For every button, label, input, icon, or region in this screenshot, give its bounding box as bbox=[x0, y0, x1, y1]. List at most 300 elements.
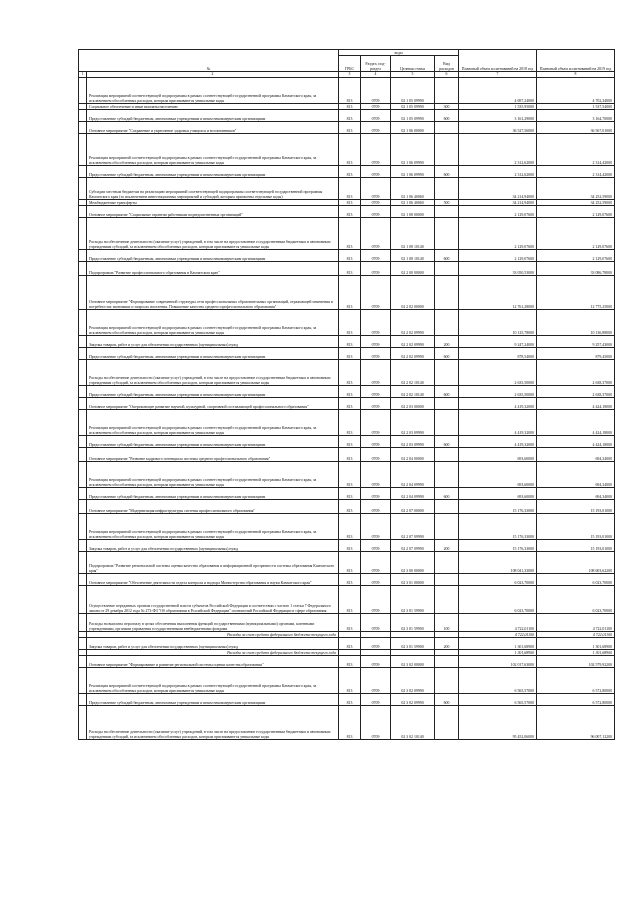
row-target: 02 1 08 10140 bbox=[391, 218, 435, 250]
row-grbs: 813 bbox=[339, 574, 361, 586]
row-vol-2018: 4 419,32000 bbox=[459, 398, 537, 410]
row-target: 02 2 02 09990 bbox=[391, 348, 435, 360]
row-vol-2019: 6 572,80000 bbox=[537, 694, 615, 706]
table-row bbox=[79, 386, 615, 398]
row-vid bbox=[435, 500, 459, 514]
row-razdel: 0709 bbox=[361, 360, 391, 386]
row-vol-2019: 2 129,07600 bbox=[537, 250, 615, 262]
row-vol-2019: 9 257,43000 bbox=[537, 336, 615, 348]
row-vid bbox=[435, 360, 459, 386]
row-name: Закупка товаров, работ и услуг для обеспечения государственных (муниципальных) нужд bbox=[87, 540, 339, 552]
row-number bbox=[79, 614, 87, 632]
row-vol-2019: 34 252,59000 bbox=[537, 178, 615, 200]
row-grbs: 813 bbox=[339, 694, 361, 706]
row-name: Основное мероприятие "Сохранение и укрепление здоровья учащихся и воспитанников" bbox=[87, 122, 339, 134]
row-vol-2018: 4 419,32000 bbox=[459, 410, 537, 436]
row-vol-2019: 1 537,54000 bbox=[537, 104, 615, 110]
table-row bbox=[79, 552, 615, 574]
row-vol-2018: 1 535,95000 bbox=[459, 104, 537, 110]
table-row bbox=[79, 410, 615, 436]
row-grbs: 813 bbox=[339, 706, 361, 740]
table-row bbox=[79, 360, 615, 386]
row-vid bbox=[435, 668, 459, 694]
row-razdel: 0709 bbox=[361, 656, 391, 668]
row-vid bbox=[435, 122, 459, 134]
row-target: 02 3 02 09990 bbox=[391, 694, 435, 706]
row-target: 02 2 04 09990 bbox=[391, 488, 435, 500]
row-grbs: 813 bbox=[339, 218, 361, 250]
row-vol-2019: 4 722,01100 bbox=[537, 632, 615, 638]
row-target: 02 2 04 09990 bbox=[391, 462, 435, 488]
row-name: Реализация мероприятий соответствующей подпрограммы в рамках соответствующей государственной программы Камчатского края, за исключением обособленных расходов, которым присваиваются уникальные коды bbox=[87, 78, 339, 104]
row-vol-2019: 108 603,62200 bbox=[537, 552, 615, 574]
row-vol-2018: 2 635,50000 bbox=[459, 360, 537, 386]
row-razdel: 0709 bbox=[361, 586, 391, 614]
row-vol-2019: 15 193,01000 bbox=[537, 540, 615, 552]
table-row bbox=[79, 206, 615, 218]
row-razdel: 0709 bbox=[361, 436, 391, 448]
row-vol-2019: 6 023,70000 bbox=[537, 586, 615, 614]
row-number bbox=[79, 436, 87, 448]
row-grbs: 813 bbox=[339, 262, 361, 276]
row-vol-2019: 36 567,01000 bbox=[537, 122, 615, 134]
row-vid: 600 bbox=[435, 250, 459, 262]
table-row bbox=[79, 488, 615, 500]
table-row bbox=[79, 500, 615, 514]
row-vid bbox=[435, 262, 459, 276]
row-name: Подпрограмма "Развитие региональной системы оценки качества образования и информационной прозрачности системы образования Камчатского края" bbox=[87, 552, 339, 574]
row-number bbox=[79, 262, 87, 276]
row-vol-2018: 1 301,68900 bbox=[459, 638, 537, 650]
row-razdel: 0709 bbox=[361, 462, 391, 488]
row-number bbox=[79, 218, 87, 250]
row-vol-2018: 2 312,62000 bbox=[459, 134, 537, 166]
row-vol-2019: 34 252,59000 bbox=[537, 200, 615, 206]
row-number bbox=[79, 574, 87, 586]
row-razdel: 0709 bbox=[361, 348, 391, 360]
table-row bbox=[79, 586, 615, 614]
row-vid: 600 bbox=[435, 348, 459, 360]
row-razdel: 0709 bbox=[361, 638, 391, 650]
row-vol-2018: 3 161,29000 bbox=[459, 110, 537, 122]
row-vol-2018: 95 452,06000 bbox=[459, 706, 537, 740]
row-vol-2019: 2 129,07600 bbox=[537, 218, 615, 250]
row-target: 02 1 06 40060 bbox=[391, 178, 435, 200]
row-razdel: 0709 bbox=[361, 386, 391, 398]
col-index: 4 bbox=[361, 72, 391, 78]
row-target: 02 1 05 09990 bbox=[391, 104, 435, 110]
row-vol-2019: 2 129,07600 bbox=[537, 206, 615, 218]
row-name: Реализация мероприятий соответствующей подпрограммы в рамках соответствующей государственной программы Камчатского края, за исключением обособленных расходов, которым присваиваются уникальные коды bbox=[87, 410, 339, 436]
row-vol-2018: 6 565,57000 bbox=[459, 694, 537, 706]
row-vid bbox=[435, 134, 459, 166]
row-vid: 600 bbox=[435, 694, 459, 706]
row-number bbox=[79, 552, 87, 574]
row-grbs: 813 bbox=[339, 488, 361, 500]
row-razdel: 0709 bbox=[361, 200, 391, 206]
table-row bbox=[79, 110, 615, 122]
row-vol-2019: 4 424,18000 bbox=[537, 398, 615, 410]
row-vol-2019: 4 722,01100 bbox=[537, 614, 615, 632]
row-vol-2019: 102 579,92200 bbox=[537, 656, 615, 668]
row-grbs: 813 bbox=[339, 668, 361, 694]
row-target: 02 2 02 00000 bbox=[391, 276, 435, 310]
header-num: № bbox=[79, 50, 339, 72]
row-grbs: 813 bbox=[339, 178, 361, 200]
row-target: 02 3 01 59900 bbox=[391, 638, 435, 650]
table-row bbox=[79, 134, 615, 166]
row-target: 02 2 03 00000 bbox=[391, 398, 435, 410]
row-name: Субсидии местным бюджетам на реализацию мероприятий соответствующей подпрограммы соответствующей государственной программы Камчатского края (за исключением инвестиционных мероприятий и субсидий, которым присвоены отдельные коды) bbox=[87, 178, 339, 200]
row-target: 02 1 06 00000 bbox=[391, 122, 435, 134]
row-vid bbox=[435, 310, 459, 336]
header-vol-2018: Плановый объем ассигнований на 2018 год bbox=[459, 50, 537, 72]
row-number bbox=[79, 166, 87, 178]
row-vid bbox=[435, 656, 459, 668]
row-target: 02 2 00 00000 bbox=[391, 262, 435, 276]
row-vol-2019: 2 638,37000 bbox=[537, 386, 615, 398]
col-index: 5 bbox=[391, 72, 435, 78]
row-name: Основное мероприятие "Социальные гарантии работникам подведомственных организаций" bbox=[87, 206, 339, 218]
row-name: Основное мероприятие "Обеспечение деятельности отдела контроля и надзора Министерства образования и науки Камчатского края" bbox=[87, 574, 339, 586]
table-row bbox=[79, 166, 615, 178]
table-row bbox=[79, 656, 615, 668]
row-razdel: 0709 bbox=[361, 104, 391, 110]
row-razdel: 0709 bbox=[361, 706, 391, 740]
header-grbs: ГРБС bbox=[339, 56, 361, 72]
row-razdel: 0709 bbox=[361, 134, 391, 166]
row-razdel: 0709 bbox=[361, 540, 391, 552]
row-target: 02 2 02 09990 bbox=[391, 336, 435, 348]
row-vol-2018: 102 017,63000 bbox=[459, 656, 537, 668]
row-vid: 600 bbox=[435, 110, 459, 122]
row-name: Предоставление субсидий бюджетным, автономным учреждениям и иным некоммерческим организациям bbox=[87, 110, 339, 122]
table-row bbox=[79, 514, 615, 540]
row-razdel: 0709 bbox=[361, 262, 391, 276]
row-vol-2019: 1 301,68900 bbox=[537, 650, 615, 656]
row-vid bbox=[435, 410, 459, 436]
row-target: 02 1 08 10140 bbox=[391, 250, 435, 262]
table-row bbox=[79, 462, 615, 488]
row-target: 02 3 02 09990 bbox=[391, 668, 435, 694]
row-target: 02 2 03 09990 bbox=[391, 436, 435, 448]
row-vol-2019: 1 301,68900 bbox=[537, 638, 615, 650]
row-number bbox=[79, 398, 87, 410]
row-grbs: 813 bbox=[339, 360, 361, 386]
row-target: 02 2 04 00000 bbox=[391, 448, 435, 462]
table-row bbox=[79, 218, 615, 250]
table-row bbox=[79, 694, 615, 706]
row-name: Расходы на обеспечение деятельности (оказание услуг) учреждений, в том числе на предоставление государственным бюджетным и автономным учреждениям субсидий, за исключением обособленных расходов, которым присваиваются уникальные коды bbox=[87, 706, 339, 740]
row-vol-2018: 33 050,53000 bbox=[459, 262, 537, 276]
row-target: 02 1 06 09990 bbox=[391, 166, 435, 178]
row-grbs: 813 bbox=[339, 586, 361, 614]
row-number bbox=[79, 638, 87, 650]
row-grbs: 813 bbox=[339, 122, 361, 134]
table-row bbox=[79, 706, 615, 740]
row-vid bbox=[435, 276, 459, 310]
row-vol-2019: 96 007,12200 bbox=[537, 706, 615, 740]
row-name: Реализация мероприятий соответствующей подпрограммы в рамках соответствующей государственной программы Камчатского края, за исключением обособленных расходов, которым присваиваются уникальные коды bbox=[87, 668, 339, 694]
row-target: 02 3 01 59900 bbox=[391, 586, 435, 614]
col-index: 1 bbox=[79, 72, 87, 78]
row-vid: 500 bbox=[435, 200, 459, 206]
row-vol-2018: 2 635,50000 bbox=[459, 386, 537, 398]
col-index: 8 bbox=[537, 72, 615, 78]
table-row bbox=[79, 122, 615, 134]
row-vol-2019: 4 424,18000 bbox=[537, 436, 615, 448]
row-vol-2019: 4 424,18000 bbox=[537, 410, 615, 436]
row-number bbox=[79, 514, 87, 540]
row-razdel: 0709 bbox=[361, 514, 391, 540]
row-name: Социальное обеспечение и иные выплаты населению bbox=[87, 104, 339, 110]
row-razdel: 0709 bbox=[361, 122, 391, 134]
row-razdel: 0709 bbox=[361, 110, 391, 122]
row-vid bbox=[435, 448, 459, 462]
row-vid: 300 bbox=[435, 104, 459, 110]
table-row bbox=[79, 348, 615, 360]
row-grbs: 813 bbox=[339, 462, 361, 488]
row-vol-2018: 4 697,24000 bbox=[459, 78, 537, 104]
row-razdel: 0709 bbox=[361, 668, 391, 694]
row-name: Осуществление переданных органам государственной власти субъектов Российской Федерации в соответствии с частью 1 статьи 7 Федерального закона от 29 декабря 2012 года № 273-ФЗ "Об образовании в Российской Федерации" полномочий Российской Федерации в сфере образования bbox=[87, 586, 339, 614]
row-grbs: 813 bbox=[339, 110, 361, 122]
table-row bbox=[79, 398, 615, 410]
row-name: Реализация мероприятий соответствующей подпрограммы в рамках соответствующей государственной программы Камчатского края, за исключением обособленных расходов, которым присваиваются уникальные коды bbox=[87, 310, 339, 336]
row-vol-2018: 2 129,07600 bbox=[459, 218, 537, 250]
row-number bbox=[79, 410, 87, 436]
row-number bbox=[79, 336, 87, 348]
row-vol-2018: 34 214,94000 bbox=[459, 200, 537, 206]
row-number bbox=[79, 488, 87, 500]
row-vol-2019: 33 086,78000 bbox=[537, 262, 615, 276]
table-row bbox=[79, 540, 615, 552]
col-index: 7 bbox=[459, 72, 537, 78]
row-target: 02 2 07 00000 bbox=[391, 500, 435, 514]
header-vol-2019: Плановый объем ассигнований на 2019 год bbox=[537, 50, 615, 72]
row-name: Расходы на обеспечение деятельности (оказание услуг) учреждений, в том числе на предоставление государственным бюджетным и автономным учреждениям субсидий, за исключением обособленных расходов, которым присваиваются уникальные коды bbox=[87, 218, 339, 250]
col-index: 3 bbox=[339, 72, 361, 78]
table-row bbox=[79, 262, 615, 276]
col-index: 2 bbox=[87, 72, 339, 78]
table-row bbox=[79, 436, 615, 448]
row-name: Расходы на выплаты персоналу в целях обеспечения выполнения функций государственными (муниципальными) органами, казенными учреждениями, органами управления государственными внебюджетными фондами bbox=[87, 614, 339, 632]
row-razdel: 0709 bbox=[361, 276, 391, 310]
row-vol-2018: 2 129,07600 bbox=[459, 250, 537, 262]
row-name: Расходы за счет средств федерального бюджета текущего года bbox=[87, 632, 339, 638]
row-number bbox=[79, 386, 87, 398]
row-vol-2019: 694,34000 bbox=[537, 462, 615, 488]
row-vid bbox=[435, 398, 459, 410]
row-vid bbox=[435, 552, 459, 574]
row-name: Расходы за счет средств федерального бюджета текущего года bbox=[87, 650, 339, 656]
row-vol-2018: 2 129,07600 bbox=[459, 206, 537, 218]
row-razdel: 0709 bbox=[361, 488, 391, 500]
row-vid: 200 bbox=[435, 336, 459, 348]
row-grbs: 813 bbox=[339, 348, 361, 360]
row-vol-2018: 6 023,70000 bbox=[459, 586, 537, 614]
row-number bbox=[79, 78, 87, 104]
row-razdel: 0709 bbox=[361, 500, 391, 514]
row-number bbox=[79, 348, 87, 360]
row-grbs: 813 bbox=[339, 166, 361, 178]
row-vol-2019: 879,45000 bbox=[537, 348, 615, 360]
row-razdel: 0709 bbox=[361, 694, 391, 706]
row-vid: 600 bbox=[435, 436, 459, 448]
row-number bbox=[79, 110, 87, 122]
row-vid: 600 bbox=[435, 488, 459, 500]
row-target: 02 3 02 00000 bbox=[391, 656, 435, 668]
row-grbs: 813 bbox=[339, 206, 361, 218]
row-vid: 200 bbox=[435, 638, 459, 650]
row-name: Реализация мероприятий соответствующей подпрограммы в рамках соответствующей государственной программы Камчатского края, за исключением обособленных расходов, которым присваиваются уникальные коды bbox=[87, 134, 339, 166]
row-name: Предоставление субсидий бюджетным, автономным учреждениям и иным некоммерческим организациям bbox=[87, 436, 339, 448]
row-grbs: 813 bbox=[339, 500, 361, 514]
row-number bbox=[79, 694, 87, 706]
row-vid bbox=[435, 178, 459, 200]
row-name: Основное мероприятие "Формирование и развитие региональной системы оценки качества образования" bbox=[87, 656, 339, 668]
table-row bbox=[79, 178, 615, 200]
row-name: Предоставление субсидий бюджетным, автономным учреждениям и иным некоммерческим организациям bbox=[87, 250, 339, 262]
row-name: Основное мероприятие "Опережающее развитие научной, культурной, спортивной составляющей профессионального образования" bbox=[87, 398, 339, 410]
row-name: Реализация мероприятий соответствующей подпрограммы в рамках соответствующей государственной программы Камчатского края, за исключением обособленных расходов, которым присваиваются уникальные коды bbox=[87, 462, 339, 488]
row-vol-2019: 3 164,70000 bbox=[537, 110, 615, 122]
row-target: 02 1 05 09990 bbox=[391, 110, 435, 122]
row-target: 02 1 05 09990 bbox=[391, 78, 435, 104]
row-target: 02 2 07 09990 bbox=[391, 540, 435, 552]
row-number bbox=[79, 276, 87, 310]
row-vid bbox=[435, 206, 459, 218]
col-index: 6 bbox=[435, 72, 459, 78]
row-razdel: 0709 bbox=[361, 398, 391, 410]
row-razdel: 0709 bbox=[361, 206, 391, 218]
row-grbs: 813 bbox=[339, 514, 361, 540]
header-vid: Вид расходов bbox=[435, 56, 459, 72]
row-vol-2019: 15 193,01000 bbox=[537, 500, 615, 514]
row-vol-2018: 4 722,01100 bbox=[459, 614, 537, 632]
row-grbs: 813 bbox=[339, 386, 361, 398]
row-vol-2018: 15 176,33000 bbox=[459, 500, 537, 514]
row-name: Основное мероприятие "Формирование современной структуры сети профессиональных образовательных организаций, отражающей изменения в потребностях экономики и запросах населения. Повышение качества среднего профессионального образования" bbox=[87, 276, 339, 310]
row-vid bbox=[435, 706, 459, 740]
table-row bbox=[79, 78, 615, 104]
table-row bbox=[79, 448, 615, 462]
row-number bbox=[79, 462, 87, 488]
row-vol-2019: 12 775,25000 bbox=[537, 276, 615, 310]
row-vol-2018: 15 176,33000 bbox=[459, 514, 537, 540]
row-number bbox=[79, 448, 87, 462]
row-vol-2018: 4 722,01100 bbox=[459, 632, 537, 638]
row-target: 02 3 01 59900 bbox=[391, 614, 435, 632]
row-target: 02 3 01 00000 bbox=[391, 574, 435, 586]
row-grbs: 813 bbox=[339, 336, 361, 348]
row-vol-2018: 1 301,68900 bbox=[459, 650, 537, 656]
row-number bbox=[79, 360, 87, 386]
table-row bbox=[79, 276, 615, 310]
row-name: Основное мероприятие "Модернизация инфраструктуры системы профессионального образования" bbox=[87, 500, 339, 514]
table-row bbox=[79, 614, 615, 632]
row-vol-2019: 10 136,88000 bbox=[537, 310, 615, 336]
row-vol-2018: 4 419,32000 bbox=[459, 436, 537, 448]
row-grbs: 813 bbox=[339, 310, 361, 336]
row-number bbox=[79, 656, 87, 668]
row-target: 02 1 06 40060 bbox=[391, 200, 435, 206]
row-number bbox=[79, 586, 87, 614]
row-number bbox=[79, 500, 87, 514]
row-vol-2019: 6 572,80000 bbox=[537, 668, 615, 694]
row-target: 02 3 00 00000 bbox=[391, 552, 435, 574]
row-name: Предоставление субсидий бюджетным, автономным учреждениям и иным некоммерческим организациям bbox=[87, 386, 339, 398]
row-razdel: 0709 bbox=[361, 310, 391, 336]
row-number bbox=[79, 310, 87, 336]
row-vid bbox=[435, 574, 459, 586]
row-target: 02 2 03 09990 bbox=[391, 410, 435, 436]
row-grbs: 813 bbox=[339, 276, 361, 310]
row-name: Предоставление субсидий бюджетным, автономным учреждениям и иным некоммерческим организациям bbox=[87, 348, 339, 360]
row-target: 02 1 06 09990 bbox=[391, 134, 435, 166]
row-vid: 600 bbox=[435, 386, 459, 398]
row-vol-2019: 2 314,42000 bbox=[537, 166, 615, 178]
row-vol-2018: 693,60000 bbox=[459, 462, 537, 488]
row-razdel: 0709 bbox=[361, 448, 391, 462]
row-vid: 600 bbox=[435, 166, 459, 178]
row-grbs: 813 bbox=[339, 200, 361, 206]
row-grbs: 813 bbox=[339, 436, 361, 448]
row-number bbox=[79, 206, 87, 218]
row-number bbox=[79, 134, 87, 166]
row-vol-2018: 878,54000 bbox=[459, 348, 537, 360]
header-target: Целевая статья bbox=[391, 56, 435, 72]
row-grbs: 813 bbox=[339, 638, 361, 650]
row-razdel: 0709 bbox=[361, 250, 391, 262]
row-razdel: 0709 bbox=[361, 614, 391, 632]
row-vol-2018: 34 214,94000 bbox=[459, 178, 537, 200]
table-row bbox=[79, 638, 615, 650]
row-grbs: 813 bbox=[339, 552, 361, 574]
row-vol-2018: 2 312,62000 bbox=[459, 166, 537, 178]
row-razdel: 0709 bbox=[361, 336, 391, 348]
row-razdel: 0709 bbox=[361, 78, 391, 104]
row-grbs: 813 bbox=[339, 104, 361, 110]
row-vid: 200 bbox=[435, 540, 459, 552]
row-name: Предоставление субсидий бюджетным, автономным учреждениям и иным некоммерческим организациям bbox=[87, 488, 339, 500]
row-razdel: 0709 bbox=[361, 410, 391, 436]
row-name: Закупка товаров, работ и услуг для обеспечения государственных (муниципальных) нужд bbox=[87, 336, 339, 348]
row-target: 02 1 08 00000 bbox=[391, 206, 435, 218]
row-razdel: 0709 bbox=[361, 178, 391, 200]
row-target: 02 2 02 10140 bbox=[391, 360, 435, 386]
row-target: 02 2 07 09990 bbox=[391, 514, 435, 540]
row-vol-2018: 15 176,33000 bbox=[459, 540, 537, 552]
row-vid bbox=[435, 78, 459, 104]
row-razdel: 0709 bbox=[361, 166, 391, 178]
row-vol-2018: 12 761,28000 bbox=[459, 276, 537, 310]
row-vol-2019: 6 023,70000 bbox=[537, 574, 615, 586]
row-number bbox=[79, 706, 87, 740]
row-number bbox=[79, 122, 87, 134]
row-vol-2018: 36 527,56000 bbox=[459, 122, 537, 134]
row-target: 02 2 02 09990 bbox=[391, 310, 435, 336]
table-row bbox=[79, 668, 615, 694]
row-vid bbox=[435, 462, 459, 488]
table-row bbox=[79, 336, 615, 348]
row-number bbox=[79, 668, 87, 694]
row-vol-2018: 693,60000 bbox=[459, 488, 537, 500]
row-vol-2019: 2 314,42000 bbox=[537, 134, 615, 166]
header-codes: коды bbox=[339, 50, 459, 56]
row-vol-2019: 694,34000 bbox=[537, 448, 615, 462]
row-vol-2018: 6 565,57000 bbox=[459, 668, 537, 694]
